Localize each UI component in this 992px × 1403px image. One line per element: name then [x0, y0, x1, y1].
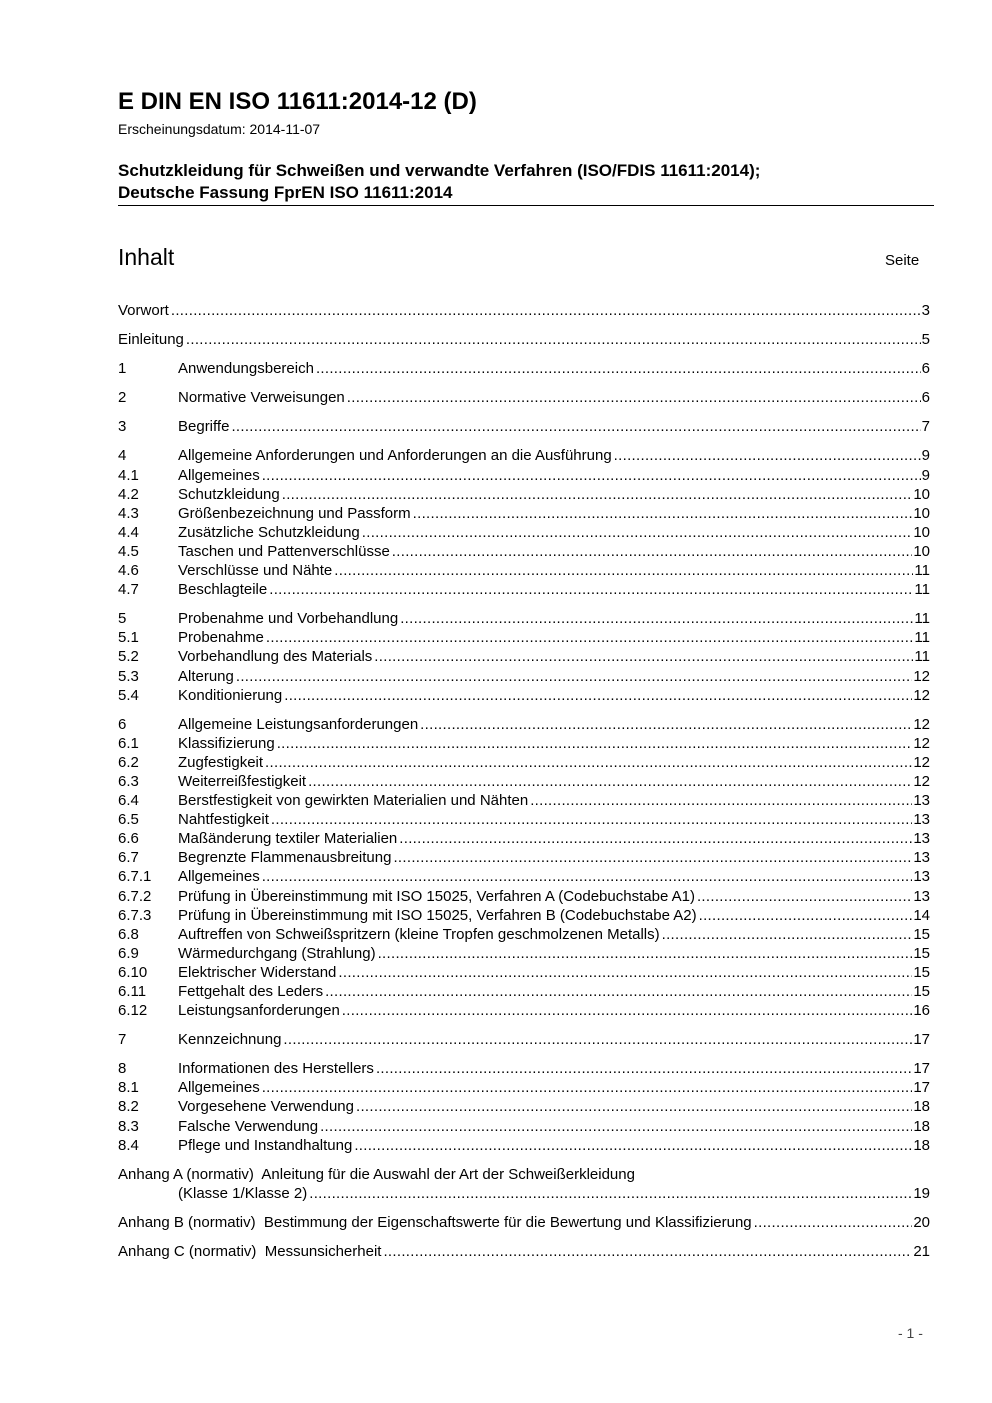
toc-entry-number: 6.2: [118, 753, 139, 771]
toc-entry-page: 3: [921, 302, 930, 319]
toc-leader-dots: [277, 734, 913, 753]
toc-leader-dots: [309, 1184, 912, 1203]
toc-entry-page: 17: [913, 1031, 930, 1049]
toc-entry-number: 5.4: [118, 686, 139, 704]
toc-entry-page: 10: [913, 523, 930, 541]
toc-entry-8[interactable]: [118, 1059, 930, 1078]
toc-entry-6-10[interactable]: [118, 963, 930, 982]
toc-entry-label: Prüfung in Übereinstimmung mit ISO 15025, Verfahren A (Codebuchstabe A1): [178, 887, 695, 905]
toc-entry-number: 4: [118, 447, 127, 465]
toc-page-column-heading: Seite: [885, 252, 920, 269]
toc-entry-label: Falsche Verwendung: [178, 1117, 319, 1135]
toc-entry-6-7[interactable]: [118, 848, 930, 867]
toc-entry-page: 12: [913, 715, 930, 733]
toc-entry-number: 8: [118, 1060, 127, 1078]
toc-entry-number: 4.3: [118, 504, 139, 522]
toc-entry-page: 13: [913, 849, 930, 867]
toc-entry-4-2[interactable]: [118, 485, 930, 504]
toc-entry-label: Beschlagteile: [178, 581, 268, 599]
toc-entry-4-5[interactable]: [118, 542, 930, 561]
toc-leader-dots: [266, 628, 914, 647]
toc-entry-page: 5: [921, 331, 930, 349]
toc-entry-6-5[interactable]: [118, 810, 930, 829]
toc-entry-6-2[interactable]: [118, 753, 930, 772]
toc-entry-label: Probenahme: [178, 629, 264, 647]
toc-entry-page: 6: [921, 360, 930, 378]
toc-entry-label: Anwendungsbereich: [178, 360, 314, 378]
toc-entry-page: 20: [913, 1213, 930, 1231]
toc-entry-number: 6.7.1: [118, 868, 152, 886]
toc-entry-number: 5.2: [118, 648, 139, 666]
table-of-contents: [118, 301, 930, 1261]
toc-leader-dots: [262, 867, 913, 886]
toc-entry-page: 12: [913, 772, 930, 790]
toc-entry-6-8[interactable]: [118, 925, 930, 944]
toc-leader-dots: [378, 944, 913, 963]
toc-entry-page: 19: [913, 1184, 930, 1202]
toc-entry-6-6[interactable]: [118, 829, 930, 848]
toc-leader-dots: [697, 887, 912, 906]
toc-entry-page: 13: [913, 811, 930, 829]
toc-entry-number: 6.7.2: [118, 887, 152, 905]
toc-entry-number: 6.12: [118, 1002, 148, 1020]
toc-entry-1[interactable]: [118, 359, 930, 378]
toc-leader-dots: [393, 848, 912, 867]
toc-entry-number: 8.1: [118, 1079, 139, 1097]
toc-entry-anhang-a[interactable]: [118, 1165, 930, 1184]
toc-entry-label: Verschlüsse und Nähte: [178, 562, 333, 580]
toc-entry-label: Taschen und Pattenverschlüsse: [178, 542, 390, 560]
toc-entry-8-3[interactable]: [118, 1117, 930, 1136]
toc-entry-5-1[interactable]: [118, 628, 930, 647]
toc-entry-4-6[interactable]: [118, 561, 930, 580]
toc-entry-label: Maßänderung textiler Materialien: [178, 830, 398, 848]
document-title: [118, 160, 760, 204]
toc-entry-label: Wärmedurchgang (Strahlung): [178, 944, 376, 962]
toc-leader-dots: [530, 791, 912, 810]
toc-entry-label: Allgemeines: [178, 466, 260, 484]
toc-entry-6-3[interactable]: [118, 772, 930, 791]
toc-entry-8-2[interactable]: [118, 1097, 930, 1116]
toc-entry-label: Auftreffen von Schweißspritzern (kleine Tropfen geschmolzenen Metalls): [178, 925, 660, 943]
toc-leader-dots: [338, 963, 912, 982]
toc-entry-page: 11: [914, 610, 930, 628]
toc-leader-dots: [284, 686, 912, 705]
toc-entry-number: 8.4: [118, 1136, 139, 1154]
toc-leader-dots: [614, 446, 921, 465]
toc-entry-label: Nahtfestigkeit: [178, 811, 269, 829]
toc-entry-page: 17: [913, 1060, 930, 1078]
toc-entry-page: 15: [913, 944, 930, 962]
toc-entry-number: 5.3: [118, 667, 139, 685]
toc-entry-number: 6.1: [118, 734, 139, 752]
toc-entry-page: 16: [913, 1002, 930, 1020]
toc-entry-4-7[interactable]: [118, 580, 930, 599]
toc-entry-number: 5: [118, 610, 127, 628]
toc-entry-label: Fettgehalt des Leders: [178, 983, 324, 1000]
toc-entry-label: Normative Verweisungen: [178, 389, 345, 407]
toc-entry-page: 7: [921, 418, 930, 436]
toc-entry-label: Einleitung: [118, 331, 184, 349]
toc-entry-number: 8.3: [118, 1117, 139, 1135]
toc-entry-number: 4.4: [118, 523, 139, 541]
toc-entry-label: Allgemeine Anforderungen und Anforderungen an die Ausführung: [178, 447, 612, 465]
toc-leader-dots: [308, 772, 912, 791]
toc-leader-dots: [699, 906, 913, 925]
toc-entry-label: Zusätzliche Schutzkleidung: [178, 523, 360, 541]
toc-entry-page: 15: [913, 983, 930, 1000]
toc-entry-page: 13: [913, 868, 930, 886]
toc-entry-number: 6.8: [118, 925, 139, 943]
toc-entry-number: 6: [118, 715, 127, 733]
toc-entry-page: 18: [913, 1136, 930, 1154]
toc-entry-6-7-1[interactable]: [118, 867, 930, 886]
toc-entry-7[interactable]: [118, 1030, 930, 1049]
toc-entry-label: Berstfestigkeit von gewirkten Materialien und Nähten: [178, 792, 529, 810]
toc-entry-page: 9: [921, 466, 930, 484]
toc-entry-8-1[interactable]: [118, 1078, 930, 1097]
toc-leader-dots: [262, 1078, 913, 1097]
toc-entry-page: 18: [913, 1098, 930, 1116]
toc-entry-2[interactable]: [118, 388, 930, 407]
toc-entry-number: 1: [118, 360, 127, 378]
document-id: E DIN EN ISO 11611:2014-12 (D): [118, 88, 477, 115]
toc-entry-label: Begriffe: [178, 418, 230, 436]
toc-entry-6-7-3[interactable]: [118, 906, 930, 925]
toc-leader-dots: [413, 504, 913, 523]
toc-entry-number: 6.3: [118, 772, 139, 790]
toc-entry-number: 6.6: [118, 830, 139, 848]
toc-entry-label: Anhang A (normativ) Anleitung für die Auswahl der Art der Schweißerkleidung: [118, 1165, 635, 1183]
toc-entry-6-12[interactable]: [118, 1001, 930, 1020]
toc-leader-dots: [420, 715, 912, 734]
toc-entry-page: 12: [913, 734, 930, 752]
toc-entry-anhang-c[interactable]: [118, 1242, 930, 1261]
toc-entry-label: Informationen des Herstellers: [178, 1060, 374, 1078]
toc-entry-label: Allgemeines: [178, 868, 260, 886]
toc-leader-dots: [325, 982, 912, 1001]
document-title-line-1: Schutzkleidung für Schweißen und verwandte Verfahren (ISO/FDIS 11611:2014);: [118, 161, 761, 180]
toc-entry-4-4[interactable]: [118, 523, 930, 542]
toc-entry-label: Schutzkleidung: [178, 485, 280, 503]
toc-entry-5-3[interactable]: [118, 667, 930, 686]
toc-entry-page: 13: [913, 887, 930, 905]
toc-leader-dots: [316, 359, 921, 378]
toc-entry-label: Zugfestigkeit: [178, 753, 264, 771]
toc-leader-dots: [354, 1136, 912, 1155]
toc-leader-dots: [186, 330, 921, 349]
toc-entry-number: 4.1: [118, 466, 139, 484]
toc-entry-label: Alterung: [178, 667, 234, 685]
toc-leader-dots: [269, 580, 913, 599]
toc-entry-einleitung[interactable]: [118, 330, 930, 349]
toc-entry-page: 14: [913, 906, 930, 924]
toc-entry-page: 12: [913, 753, 930, 771]
title-divider: [118, 205, 934, 206]
toc-entry-page: 12: [913, 686, 930, 704]
toc-entry-label: Elektrischer Widerstand: [178, 963, 337, 981]
toc-entry-page: 13: [913, 830, 930, 848]
toc-entry-number: 6.11: [118, 983, 147, 1000]
toc-entry-6-9[interactable]: [118, 944, 930, 963]
toc-entry-anhang-b[interactable]: [118, 1213, 930, 1232]
toc-entry-page: 11: [914, 629, 930, 647]
toc-entry-page: 12: [913, 667, 930, 685]
toc-leader-dots: [662, 925, 913, 944]
toc-heading: Inhalt: [118, 244, 175, 270]
toc-entry-number: 4.7: [118, 581, 139, 599]
toc-entry-page: 10: [913, 542, 930, 560]
toc-leader-dots: [400, 609, 913, 628]
toc-leader-dots: [374, 647, 913, 666]
toc-leader-dots: [362, 523, 913, 542]
toc-leader-dots: [356, 1097, 912, 1116]
toc-entry-label: Probenahme und Vorbehandlung: [178, 610, 399, 628]
toc-entry-number: 6.10: [118, 963, 148, 981]
toc-leader-dots: [342, 1001, 913, 1020]
toc-leader-dots: [376, 1059, 912, 1078]
toc-entry-number: 6.5: [118, 811, 139, 829]
toc-entry-label: Größenbezeichnung und Passform: [178, 504, 411, 522]
toc-entry-number: 7: [118, 1031, 127, 1049]
toc-entry-label: Pflege und Instandhaltung: [178, 1136, 353, 1154]
toc-entry-number: 6.7: [118, 849, 139, 867]
toc-entry-number: 8.2: [118, 1098, 139, 1116]
toc-entry-page: 10: [913, 504, 930, 522]
toc-entry-number: 5.1: [118, 629, 139, 647]
toc-entry-number: 4.6: [118, 562, 139, 580]
footer-page-number: - 1 -: [898, 1325, 923, 1341]
toc-leader-dots: [171, 301, 921, 320]
toc-leader-dots: [399, 829, 912, 848]
toc-entry-page: 10: [913, 485, 930, 503]
toc-entry-8-4[interactable]: [118, 1136, 930, 1155]
toc-entry-page: 17: [913, 1079, 930, 1097]
toc-entry-page: 11: [914, 581, 930, 599]
toc-leader-dots: [283, 1030, 912, 1049]
toc-entry-number: 3: [118, 418, 127, 436]
toc-entry-3[interactable]: [118, 417, 930, 436]
toc-entry-page: 11: [914, 648, 930, 666]
toc-entry-page: 21: [913, 1243, 930, 1261]
toc-entry-number: 6.9: [118, 944, 139, 962]
toc-entry-label: Vorwort: [118, 302, 169, 319]
publication-date: Erscheinungsdatum: 2014-11-07: [118, 121, 321, 137]
toc-entry-4[interactable]: [118, 446, 930, 465]
toc-leader-dots: [265, 753, 912, 772]
toc-entry-page: 11: [914, 562, 930, 580]
toc-entry-anhang-a-continued[interactable]: [118, 1184, 930, 1203]
toc-entry-6[interactable]: [118, 715, 930, 734]
toc-entry-label: Weiterreißfestigkeit: [178, 772, 307, 790]
toc-entry-page: 9: [921, 447, 930, 465]
toc-leader-dots: [392, 542, 913, 561]
toc-entry-page: 15: [913, 963, 930, 981]
toc-entry-label: Klassifizierung: [178, 734, 275, 752]
document-title-line-2: Deutsche Fassung FprEN ISO 11611:2014: [118, 183, 453, 202]
toc-entry-label: Vorgesehene Verwendung: [178, 1098, 354, 1116]
toc-entry-6-1[interactable]: [118, 734, 930, 753]
toc-entry-number: 4.2: [118, 485, 139, 503]
toc-leader-dots: [320, 1117, 912, 1136]
toc-entry-page: 15: [913, 925, 930, 943]
toc-entry-number: 4.5: [118, 542, 139, 560]
toc-leader-dots: [383, 1242, 912, 1261]
toc-entry-number: 6.7.3: [118, 906, 152, 924]
toc-entry-label: Vorbehandlung des Materials: [178, 648, 373, 666]
toc-entry-number: 6.4: [118, 792, 139, 810]
toc-entry-label: Anhang C (normativ) Messunsicherheit: [118, 1243, 382, 1261]
toc-entry-5-4[interactable]: [118, 686, 930, 705]
toc-entry-vorwort[interactable]: [118, 301, 930, 320]
toc-entry-page: 6: [921, 389, 930, 407]
toc-entry-label: Prüfung in Übereinstimmung mit ISO 15025, Verfahren B (Codebuchstabe A2): [178, 906, 697, 924]
toc-leader-dots: [262, 466, 921, 485]
toc-entry-label: Allgemeine Leistungsanforderungen: [178, 715, 419, 733]
toc-entry-label: Konditionierung: [178, 686, 283, 704]
toc-entry-5[interactable]: [118, 609, 930, 628]
toc-leader-dots: [754, 1213, 913, 1232]
toc-entry-6-4[interactable]: [118, 791, 930, 810]
toc-entry-number: 2: [118, 389, 127, 407]
toc-entry-label: Begrenzte Flammenausbreitung: [178, 849, 392, 867]
toc-entry-6-11[interactable]: [118, 982, 930, 1001]
toc-entry-page: 18: [913, 1117, 930, 1135]
toc-entry-label: Anhang B (normativ) Bestimmung der Eigenschaftswerte für die Bewertung und Klassifizierung: [118, 1213, 752, 1231]
toc-entry-5-2[interactable]: [118, 647, 930, 666]
toc-entry-label: Leistungsanforderungen: [178, 1002, 340, 1020]
toc-entry-4-1[interactable]: [118, 466, 930, 485]
toc-entry-label: Allgemeines: [178, 1079, 260, 1097]
toc-entry-6-7-2[interactable]: [118, 887, 930, 906]
toc-leader-dots: [334, 561, 913, 580]
toc-entry-page: 13: [913, 792, 930, 810]
toc-leader-dots: [271, 810, 912, 829]
toc-leader-dots: [282, 485, 913, 504]
toc-leader-dots: [231, 417, 920, 436]
toc-entry-label: (Klasse 1/Klasse 2): [178, 1184, 308, 1202]
toc-leader-dots: [347, 388, 921, 407]
toc-leader-dots: [236, 667, 912, 686]
toc-entry-label: Kennzeichnung: [178, 1031, 282, 1049]
toc-entry-4-3[interactable]: [118, 504, 930, 523]
